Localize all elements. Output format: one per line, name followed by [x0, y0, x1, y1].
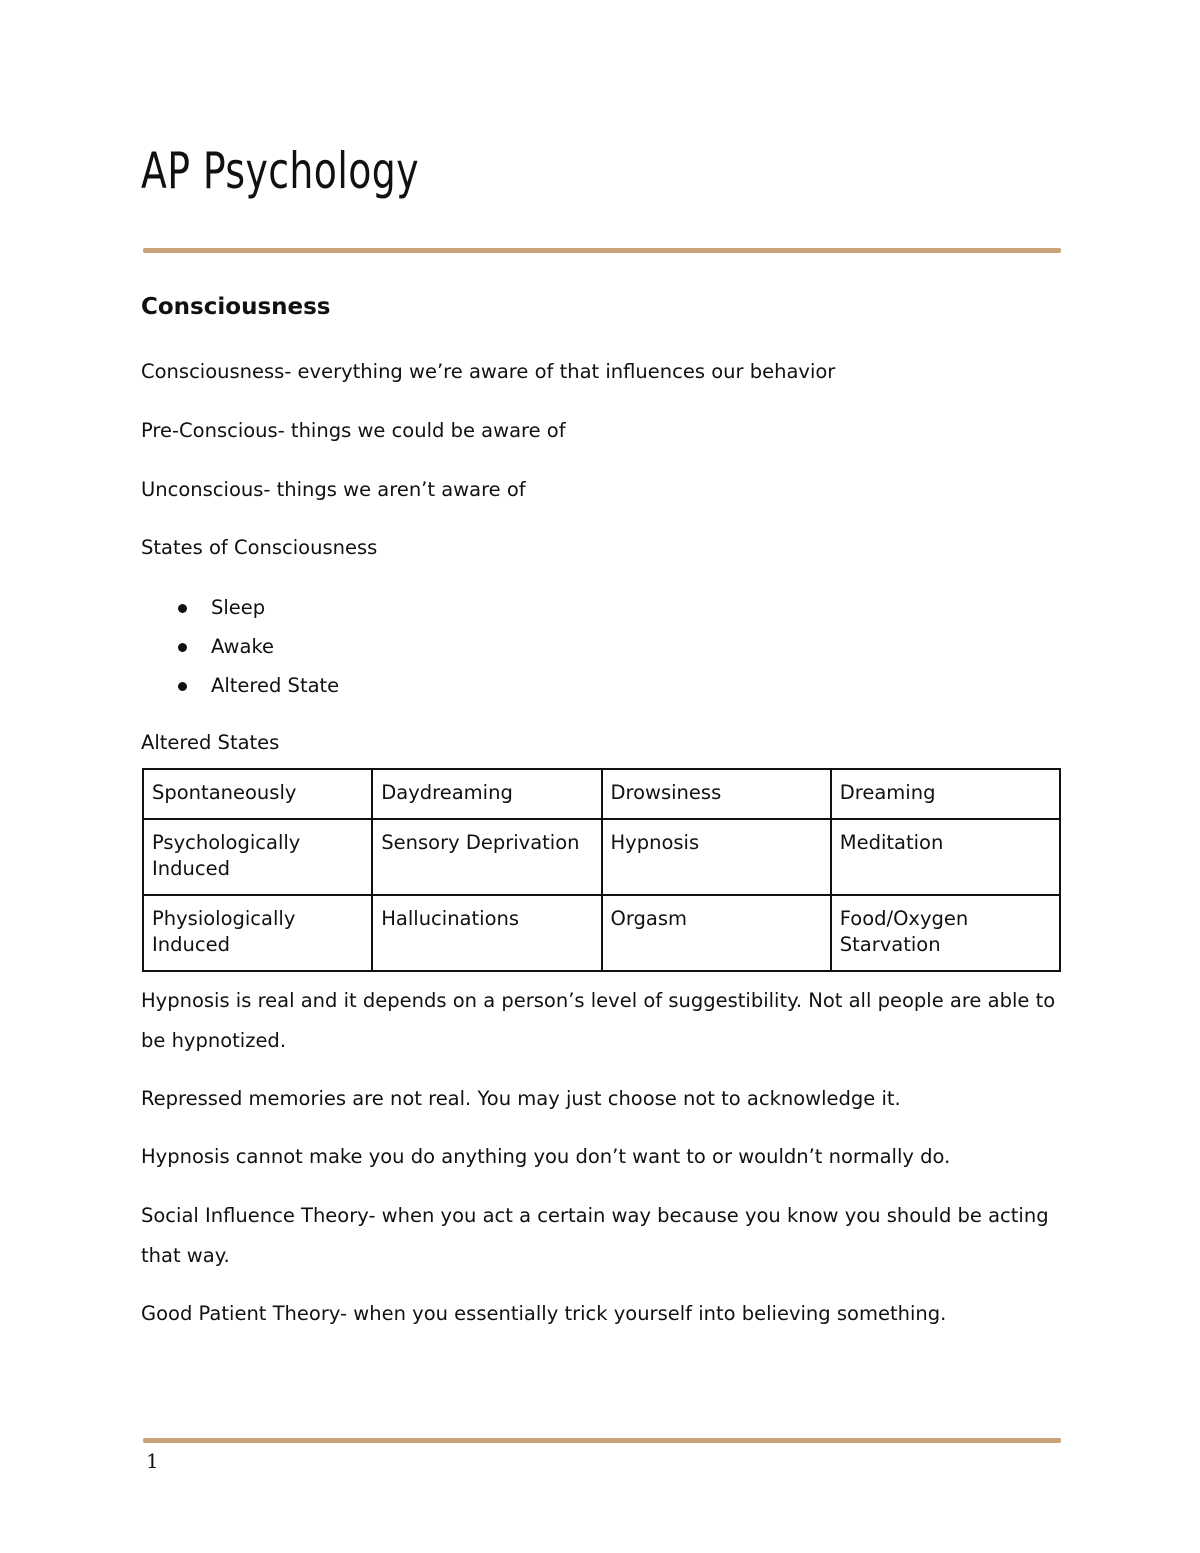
- table-cell: Dreaming: [831, 769, 1060, 819]
- table-cell: Psychologically Induced: [143, 819, 372, 895]
- states-of-consciousness-label: States of Consciousness: [141, 536, 378, 559]
- table-cell: Sensory Deprivation: [372, 819, 601, 895]
- table-cell: Food/Oxygen Starvation: [831, 895, 1060, 971]
- section-heading: Consciousness: [141, 294, 331, 320]
- note-repressed-memories: Repressed memories are not real. You may just choose not to acknowledge it.: [141, 1087, 901, 1110]
- bullet-icon: [178, 682, 187, 691]
- table-cell: Meditation: [831, 819, 1060, 895]
- table-cell: Hallucinations: [372, 895, 601, 971]
- table-cell: Drowsiness: [602, 769, 831, 819]
- definition-unconscious: Unconscious- things we aren’t aware of: [141, 478, 526, 501]
- table-cell: Hypnosis: [602, 819, 831, 895]
- note-hypnosis-real: Hypnosis is real and it depends on a person’s level of suggestibility. Not all people are able to be hypnotized.: [141, 989, 1056, 1052]
- list-item: [141, 592, 339, 631]
- table-cell: Spontaneously: [143, 769, 372, 819]
- table-caption: Altered States: [141, 731, 280, 754]
- states-list: [141, 592, 339, 709]
- document-title: AP Psychology: [141, 142, 419, 200]
- table-cell: Orgasm: [602, 895, 831, 971]
- page-number: 1: [146, 1449, 159, 1473]
- bullet-icon: [178, 643, 187, 652]
- table-row: [143, 895, 1060, 971]
- table-row: [143, 769, 1060, 819]
- list-item: [141, 631, 339, 670]
- list-item-label: Awake: [211, 635, 275, 658]
- title-divider: [143, 248, 1061, 253]
- definition-consciousness: Consciousness- everything we’re aware of that influences our behavior: [141, 360, 836, 383]
- note-hypnosis-limits: Hypnosis cannot make you do anything you don’t want to or wouldn’t normally do.: [141, 1145, 951, 1168]
- footer-divider: [143, 1438, 1061, 1443]
- note-social-influence-theory: Social Influence Theory- when you act a certain way because you know you should be acting that way.: [141, 1204, 1049, 1267]
- list-item-label: Altered State: [211, 674, 340, 697]
- list-item: [141, 670, 339, 709]
- altered-states-table: [142, 768, 1061, 972]
- note-good-patient-theory: Good Patient Theory- when you essentially trick yourself into believing something.: [141, 1302, 947, 1325]
- definition-preconscious: Pre-Conscious- things we could be aware of: [141, 419, 566, 442]
- table-cell: Physiologically Induced: [143, 895, 372, 971]
- table-cell: Daydreaming: [372, 769, 601, 819]
- table-row: [143, 819, 1060, 895]
- bullet-icon: [178, 604, 187, 613]
- list-item-label: Sleep: [211, 596, 266, 619]
